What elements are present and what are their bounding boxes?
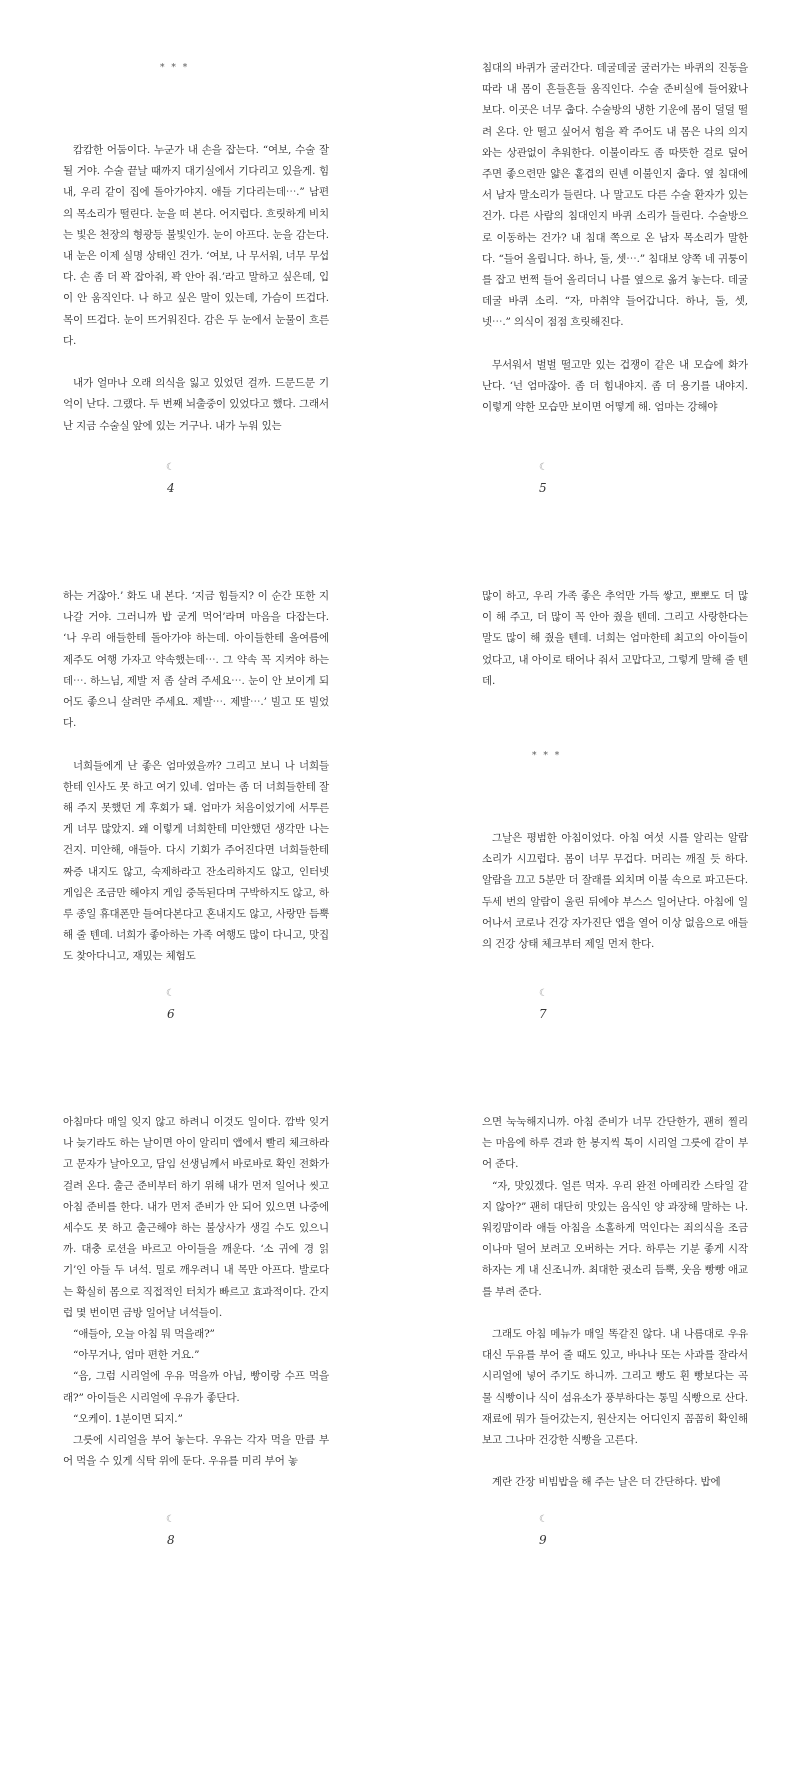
page-body (63, 586, 329, 968)
page-body-continued (482, 828, 748, 955)
paragraph: “자, 맛있겠다. 얼른 먹자. 우리 완전 아메리칸 스타일 같지 않아?” 괜히 대단히 맛있는 음식인 양 과장해 말하는 나. 워킹맘이라 애들 아침을 소홀하게 먹인다는 죄의식을 조금이나마 덜어 보려고 오버하는 거다. 하루는 기분 좋게 시작하자는 게 내 신조니까. 최대한 귓소리 듬뿍, 웃음 빵빵 애교를 부려 준다. (482, 1179, 748, 1298)
paragraph: 많이 하고, 우리 가족 좋은 추억만 가득 쌓고, 뽀뽀도 더 많이 해 주고, 더 많이 꼭 안아 줬을 텐데. 그리고 사랑한다는 말도 많이 해 줬을 텐데. 너희는 엄마한테 최고의 아이들이었다고, 내 아이로 태어나 줘서 고맙다고, 그렇게 말해 줄 텐데. (482, 590, 748, 687)
paragraph: 아침마다 매일 잊지 않고 하려니 이것도 일이다. 깜박 잊거나 늦기라도 하는 날이면 아이 알리미 앱에서 빨리 체크하라고 문자가 날아오고, 담임 선생님께서 바로바로 확인 전화가 걸려 온다. 출근 준비부터 하기 위해 내가 먼저 일어나 씻고 아침 준비를 한다. 내가 먼저 준비가 안 되어 있으면 나중에 세수도 못 하고 출근해야 하는 불상사가 생길 수도 있으니까. 대충 로션을 바르고 아이들을 깨운다. ‘소 귀에 경 읽기’인 아들 두 녀석. 밀로 깨우려니 내 목만 아프다. 발로다는 확실히 몸으로 직접적인 터치가 빠르고 효과적이다. 간지럽 몇 번이면 금방 일어날 녀석들이. (63, 1116, 329, 1319)
page-number: 4 (167, 481, 175, 495)
dialogue-line: “음, 그럼 시리얼에 우유 먹을까 아님, 빵이랑 수프 먹을래?” 아이들은 시리얼에 우유가 좋단다. (63, 1370, 329, 1404)
crescent-moon-icon: ☾ (166, 1514, 175, 1525)
page-number: 8 (167, 1533, 175, 1547)
section-break-stars: * * * (160, 63, 190, 73)
section-break-stars: * * * (532, 751, 562, 761)
paragraph: 그릇에 시리얼을 부어 놓는다. 우유는 각자 먹을 만큼 부어 먹을 수 있게 식탁 위에 둔다. 우유를 미리 부어 놓 (63, 1434, 329, 1468)
paragraph: 캄캄한 어둠이다. 누군가 내 손을 잡는다. “여보, 수술 잘될 거야. 수술 끝날 때까지 대기실에서 기다리고 있을게. 힘내, 우리 같이 집에 돌아가야지. 애들 기다리는데⋯.” 남편의 목소리가 떨린다. 눈을 떠 본다. 어지럽다. 흐릿하게 비치는 빛은 천장의 형광등 불빛인가. 눈이 아프다. 눈을 감는다. 내 눈은 이제 실명 상태인 건가. ‘여보, 나 무서워, 너무 무섭다. 손 좀 더 꽉 잡아줘, 꽉 안아 줘.’라고 말하고 싶은데, 입이 안 움직인다. 나 하고 싶은 말이 있는데, 가슴이 뜨겁다. 목이 뜨겁다. 눈이 뜨거워진다. 감은 두 눈에서 눈물이 흐른다. (63, 144, 329, 347)
book-page-8 (0, 1116, 405, 1782)
crescent-moon-icon: ☾ (166, 462, 175, 473)
paragraph: 침대의 바퀴가 굴러간다. 데굴데굴 굴러가는 바퀴의 진동을 따라 내 몸이 흔들흔들 움직인다. 수술 준비실에 들어왔나 보다. 이곳은 너무 춥다. 수술방의 냉한 기운에 몸이 덜덜 떨려 온다. 안 떨고 싶어서 힘을 꽉 주어도 내 몸은 나의 의지와는 상관없이 추워한다. 이불이라도 좀 따뜻한 걸로 덮어 주면 좋으련만 얇은 홑겹의 린넨 이불인지 춥다. 옆 침대에서 남자 말소리가 들린다. 나 말고도 다른 수술 환자가 있는 건가. 다른 사람의 침대인지 바퀴 소리가 들린다. 수술방으로 이동하는 건가? 내 침대 쪽으로 온 남자 목소리가 말한다. “들어 올립니다. 하나, 둘, 셋⋯.” 침대보 양쪽 네 귀퉁이를 잡고 번쩍 들어 올리더니 나를 옆으로 옮겨 놓는다. 데굴데굴 바퀴 소리. “자, 마취약 들어갑니다. 하나, 둘, 셋, 넷⋯.” 의식이 점점 흐릿해진다. (482, 62, 748, 329)
paragraph: 너희들에게 난 좋은 엄마였을까? 그리고 보니 나 너희들한테 인사도 못 하고 여기 있네. 엄마는 좀 더 너희들한테 잘해 주지 못했던 게 후회가 돼. 엄마가 처음이었기에 서투른 게 너무 많았지. 왜 이렇게 너희한테 미안했던 생각만 나는 건지. 미안해, 애들아. 다시 기회가 주어진다면 너희들한테 짜증 내지도 않고, 숙제하라고 잔소리하지도 않고, 인터넷 게임은 조금만 해야지 게임 중독된다며 구박하지도 않고, 하루 종일 휴대폰만 들여다본다고 혼내지도 않고, 사랑만 듬뿍해 줄 텐데. 너희가 좋아하는 가족 여행도 많이 다니고, 맛집도 찾아다니고, 재밌는 체험도 (63, 759, 329, 963)
page-number: 7 (539, 1007, 547, 1021)
book-page-4 (0, 0, 405, 594)
page-body (482, 586, 748, 692)
page-body (63, 1112, 329, 1472)
paragraph: 계란 간장 비빔밥을 해 주는 날은 더 간단하다. 밥에 (492, 1476, 721, 1489)
crescent-moon-icon: ☾ (166, 988, 175, 999)
book-page-9 (405, 1116, 810, 1782)
paragraph: 그날은 평범한 아침이었다. 아침 여섯 시를 알리는 알람 소리가 시끄럽다. 몸이 너무 무겁다. 머리는 깨질 듯 하다. 알람을 끄고 5분만 더 잘래를 외치며 이불 속으로 파고든다. 두세 번의 알람이 울린 뒤에야 부스스 일어난다. 아침에 일어나서 코로나 건강 자가진단 앱을 열어 이상 없음으로 애들의 건강 상태 체크부터 제일 먼저 한다. (482, 832, 748, 951)
book-page-5 (405, 0, 810, 594)
crescent-moon-icon: ☾ (539, 988, 548, 999)
page-number: 5 (539, 481, 547, 495)
paragraph: 으면 눅눅해지니까. 아침 준비가 너무 간단한가, 괜히 찔리는 마음에 하루 견과 한 봉지씩 톡이 시리얼 그릇에 같이 부어 준다. (482, 1116, 748, 1171)
crescent-moon-icon: ☾ (539, 462, 548, 473)
book-page-6 (0, 590, 405, 1188)
page-number: 9 (539, 1533, 547, 1547)
dialogue-line: “아무거나, 엄마 편한 거요.” (73, 1349, 200, 1362)
page-body (63, 140, 329, 437)
page-body (482, 58, 748, 418)
paragraph: 무서워서 벌벌 떨고만 있는 겁쟁이 같은 내 모습에 화가 난다. ‘넌 엄마잖아. 좀 더 힘내야지. 좀 더 용기를 내야지. 이렇게 약한 모습만 보이면 어떻게 해. 엄마는 강해야 (482, 358, 748, 414)
book-page-7 (405, 590, 810, 1188)
paragraph: 내가 얼마나 오래 의식을 잃고 있었던 걸까. 드문드문 기억이 난다. 그랬다. 두 번째 뇌출중이 있었다고 했다. 그래서 난 지금 수술실 앞에 있는 거구나. 내가 누워 있는 (63, 377, 329, 432)
paragraph: 하는 거잖아.’ 화도 내 본다. ‘지금 힘들지? 이 순간 또한 지나갈 거야. 그러니까 밥 굳게 먹어’라며 마음을 다잡는다. ‘나 우리 애들한테 돌아가야 하는데. 아이들한테 올여름에 제주도 여행 가자고 약속했는데⋯. 그 약속 꼭 지켜야 하는데⋯. 하느님, 제발 저 좀 살려 주세요⋯. 눈이 안 보이게 되어도 좋으니 살려만 주세요. 제발⋯. 제발⋯.’ 빌고 또 빌었다. (63, 590, 329, 730)
crescent-moon-icon: ☾ (539, 1514, 548, 1525)
paragraph: 그래도 아침 메뉴가 매일 똑같진 않다. 내 나름대로 우유 대신 두유를 부어 줄 때도 있고, 바나나 또는 사과를 잘라서 시리얼에 넣어 주기도 하니까. 그리고 빵도 흰 빵보다는 곡물 식빵이나 식이 섬유소가 풍부하다는 통밀 식빵으로 산다. 재료에 뭐가 들어갔는지, 원산지는 어디인지 꼼꼼히 확인해 보고 그나마 건강한 식빵을 고른다. (482, 1328, 748, 1447)
dialogue-line: “애들아, 오늘 아침 뭐 먹을래?” (73, 1328, 215, 1341)
dialogue-line: “오케이. 1분이면 되지.” (73, 1412, 183, 1425)
page-number: 6 (167, 1007, 175, 1021)
page-body (482, 1112, 748, 1494)
